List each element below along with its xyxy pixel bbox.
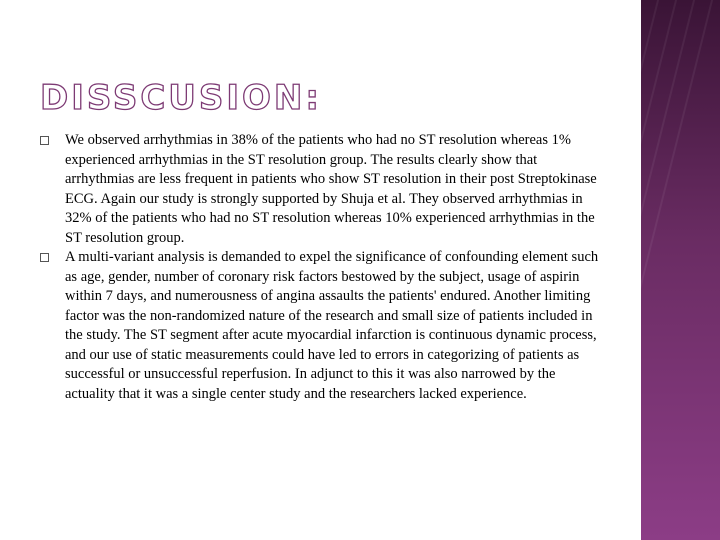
square-bullet-icon: [40, 136, 49, 145]
bullet-text: We observed arrhythmias in 38% of the patients who had no ST resolution whereas 1% experienced arrhythmias in the ST resolution group. The results clearly show that arrhythmias are less frequent in patients who show ST resolution in their post Streptokinase ECG. Again our study is strongly supported by Shuja et al. They observed arrhythmias in 32% of the patients who had no ST resolution whereas 10% experienced arrhythmias in the ST resolution group.: [65, 132, 597, 246]
decorative-side-panel: [641, 0, 720, 540]
slide-title: DISSCUSION:: [40, 78, 322, 118]
bullet-text: A multi-variant analysis is demanded to expel the significance of confounding element such as age, gender, number of coronary risk factors bestowed by the subject, usage of aspirin within 7 days, and numerousness of angina assaults the patients' endured. Another limiting factor was the non-randomized nature of the research and small size of patients included in the study. The ST segment after acute myocardial infarction is continuous dynamic process, and our use of static measurements could have led to errors in categorizing of patients as successful or unsuccessful reperfusion. In adjunct to this it was also narrowed by the actuality that it was a single center study and the researchers lacked experience.: [65, 249, 599, 402]
bullet-item: [40, 248, 602, 404]
bullet-list: [40, 131, 602, 404]
bullet-item: [40, 131, 602, 248]
square-bullet-icon: [40, 253, 49, 262]
